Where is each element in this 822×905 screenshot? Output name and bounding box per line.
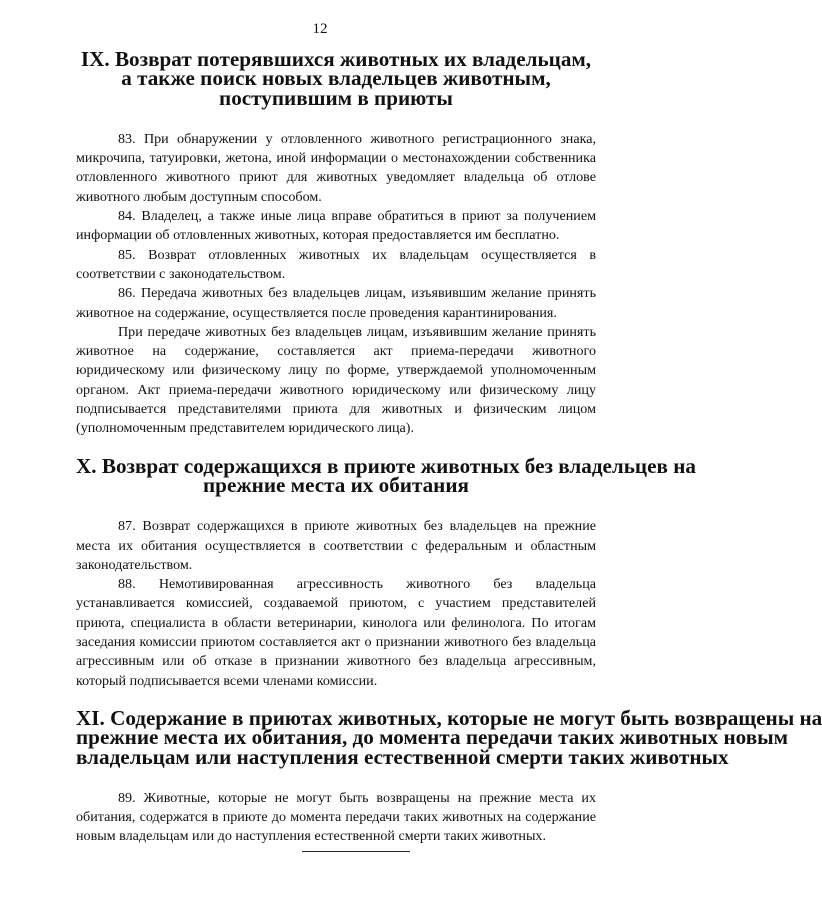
section-heading-ix bbox=[76, 47, 596, 110]
heading-line: а также поиск новых владельцев животным, bbox=[121, 66, 551, 91]
paragraph-87: 87. Возврат содержащихся в приюте животных без владельцев на прежние места их обитания осуществляется в соответствии с федеральным и областным законодательством. bbox=[76, 518, 596, 573]
paragraph-86: 86. Передача животных без владельцев лицам, изъявившим желание принять животное на содержание, осуществляется после проведения карантинирования. bbox=[76, 285, 596, 321]
paragraph-89: 89. Животные, которые не могут быть возвращены на прежние места их обитания, содержатся в приюте до момента передачи таких животных на содержание новым владельцам или до наступления естественной смерти таких животных. bbox=[76, 789, 596, 845]
section-heading-xi bbox=[76, 705, 822, 769]
paragraph-84: 84. Владелец, а также иные лица вправе обратиться в приют за получением информации об отловленных животных, которая предоставляется им бесплатно. bbox=[76, 208, 596, 244]
paragraph-83: 83. При обнаружении у отловленного животного регистрационного знака, микрочипа, татуировки, жетона, иной информации о местонахождении собственника отловленного животного приют для животных уведомляет владельца об отлове животного любым доступным способом. bbox=[76, 130, 596, 205]
heading-line: IX. Возврат потерявшихся животных их владельцам, bbox=[80, 47, 592, 71]
heading-line: прежние места их обитания, до момента передачи таких животных новым bbox=[76, 725, 789, 750]
paragraph-88: 88. Немотивированная агрессивность животного без владельца устанавливается комиссией, создаваемой приютом, с участием представителей приюта, специалиста в области ветеринарии, кинолога или фелинолога. По итогам заседания комиссии приютом составляется акт о признании животного без владельца агрессивным или об отказе в признании животного без владельца агрессивным, который подписывается всеми членами комиссии. bbox=[76, 576, 596, 689]
footer-divider bbox=[302, 851, 410, 852]
section-heading-x bbox=[76, 453, 696, 497]
paragraph-86-continued: При передаче животных без владельцев лицам, изъявившим желание принять животное на содержание, составляется акт приема-передачи животного юридическому или физическому лицу по форме, утверждаемой уполномоченным органом. Акт приема-передачи животного юридическому или физическому лицу подписывается представителями приюта для животных и физическим лицом (уполномоченным представителем юридического лица). bbox=[76, 323, 596, 437]
heading-line: X. Возврат содержащихся в приюте животных без владельцев на bbox=[76, 453, 696, 478]
page-number: 12 bbox=[312, 21, 328, 37]
heading-line: прежние места их обитания bbox=[203, 472, 469, 497]
document-body bbox=[76, 47, 822, 847]
paragraph-85: 85. Возврат отловленных животных их владельцам осуществляется в соответствии с законодательством. bbox=[76, 246, 596, 282]
heading-line: владельцам или наступления естественной смерти таких животных bbox=[76, 744, 729, 769]
heading-line: поступившим в приюты bbox=[219, 85, 453, 110]
heading-line: XI. Содержание в приютах животных, которые не могут быть возвращены на bbox=[76, 705, 822, 730]
